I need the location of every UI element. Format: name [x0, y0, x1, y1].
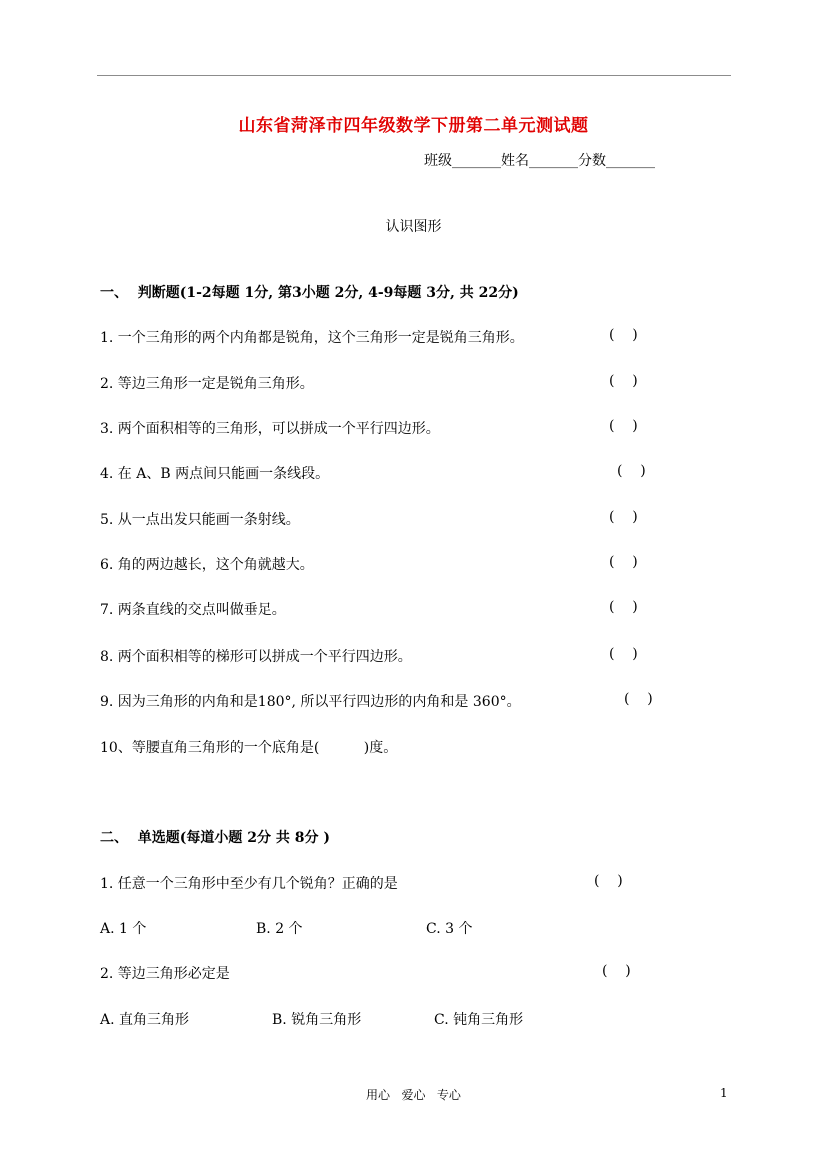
tf-question-7: 7. 两条直线的交点叫做垂足。 — [100, 602, 286, 618]
mc-question-2: 2. 等边三角形必定是 — [100, 966, 230, 982]
answer-blank-8[interactable]: ( ) — [609, 646, 638, 662]
mc2-option-a[interactable]: A. 直角三角形 — [100, 1012, 190, 1028]
mc-answer-blank-1[interactable]: ( ) — [594, 873, 623, 889]
section-2-heading: 二、 单选题(每道小题 2分 共 8分 ) — [100, 830, 330, 846]
answer-blank-7[interactable]: ( ) — [609, 599, 638, 615]
mc1-option-a[interactable]: A. 1 个 — [100, 921, 147, 937]
tf-question-1: 1. 一个三角形的两个内角都是锐角，这个三角形一定是锐角三角形。 — [100, 330, 524, 346]
tf-question-9: 9. 因为三角形的内角和是180°, 所以平行四边形的内角和是 360°。 — [100, 694, 521, 710]
tf-question-2: 2. 等边三角形一定是锐角三角形。 — [100, 376, 314, 392]
unit-subtitle: 认识图形 — [385, 219, 442, 235]
answer-blank-9[interactable]: ( ) — [624, 691, 653, 707]
tf-question-6: 6. 角的两边越长，这个角就越大。 — [100, 557, 314, 573]
answer-blank-6[interactable]: ( ) — [609, 554, 638, 570]
mc-answer-blank-2[interactable]: ( ) — [602, 963, 631, 979]
mc-question-1: 1. 任意一个三角形中至少有几个锐角？正确的是 — [100, 876, 398, 892]
fill-question-10: 10、等腰直角三角形的一个底角是( )度。 — [100, 740, 398, 756]
page-footer: 用心 爱心 专心 — [366, 1088, 461, 1102]
answer-blank-3[interactable]: ( ) — [609, 418, 638, 434]
section-1-heading: 一、 判断题(1-2每题 1分, 第3小题 2分, 4-9每题 3分, 共 22分) — [100, 285, 519, 301]
answer-blank-2[interactable]: ( ) — [609, 373, 638, 389]
tf-question-5: 5. 从一点出发只能画一条射线。 — [100, 512, 300, 528]
page-number: 1 — [720, 1086, 728, 1100]
header-rule — [97, 75, 731, 76]
answer-blank-5[interactable]: ( ) — [609, 509, 638, 525]
document-title: 山东省菏泽市四年级数学下册第二单元测试题 — [238, 116, 589, 136]
mc1-option-c[interactable]: C. 3 个 — [426, 921, 473, 937]
answer-blank-4[interactable]: ( ) — [617, 463, 646, 479]
tf-question-4: 4. 在 A、B 两点间只能画一条线段。 — [100, 466, 330, 482]
answer-blank-1[interactable]: ( ) — [609, 327, 638, 343]
student-info-line: 班级_______姓名_______分数_______ — [424, 153, 655, 169]
tf-question-8: 8. 两个面积相等的梯形可以拼成一个平行四边形。 — [100, 649, 412, 665]
mc2-option-c[interactable]: C. 钝角三角形 — [434, 1012, 524, 1028]
tf-question-3: 3. 两个面积相等的三角形，可以拼成一个平行四边形。 — [100, 421, 440, 437]
mc2-option-b[interactable]: B. 锐角三角形 — [272, 1012, 362, 1028]
mc1-option-b[interactable]: B. 2 个 — [256, 921, 303, 937]
